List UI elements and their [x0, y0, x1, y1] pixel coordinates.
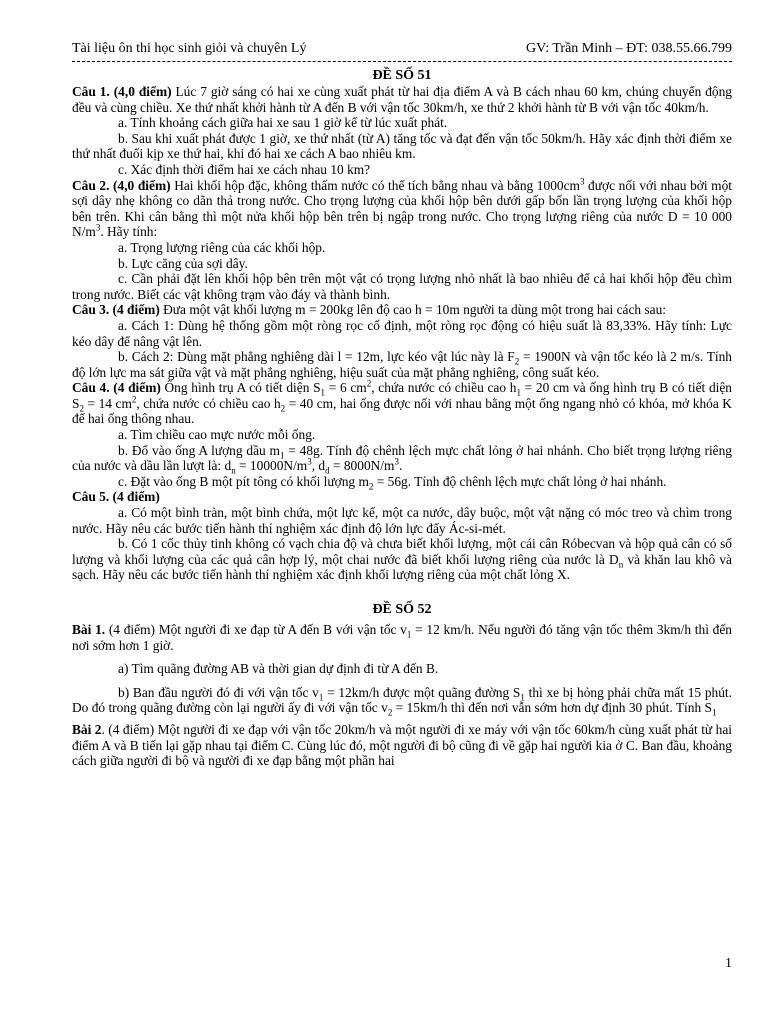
question-3a: a. Cách 1: Dùng hệ thống gồm một ròng rọc cố định, một ròng rọc động có hiệu suất là 83,33%. Hãy tính: Lực kéo dây để nâng vật lên. [72, 317, 732, 349]
exam-51-title: ĐỀ SỐ 51 [372, 68, 432, 83]
question-4c: c. Đặt vào ống B một pít tông có khối lượng $m_2 = 56g$. Tính độ chênh lệch mực chất lỏng ở hai nhánh. [118, 473, 667, 492]
page-number: 1 [725, 956, 732, 971]
problem-1b: b) Ban đầu người đó đi với vận tốc $v_1 = 12km/h$ được một quãng đường $S_1$ thì xe bị hỏng phải chữa mất 15 phút. Do đó trong quãng đường còn lại người ấy đi với vận tốc $v_2 = 15km/h$ thì đến nơi vẫn sớm hơn dự định 30 phút. Tính $S_1$ [72, 684, 732, 719]
problem-1: Bài 1. (4 điểm) Một người đi xe đạp từ A đến B với vận tốc $v_1 = 12$ km/h. Nếu người đó tăng vận tốc thêm 3km/h thì đến nơi sớm hơn 1 giờ. [72, 622, 732, 653]
problem-2: Bài 2. (4 điểm) Một người đi xe đạp với vận tốc 20km/h và một người đi xe máy với vận tốc 60km/h cùng xuất phát từ hai điểm A và B tiến lại gặp nhau tại điểm C. Cùng lúc đó, một người đi bộ cũng đi về gặp hai người kia ở C. Ban đầu, khoảng cách giữa người đi bộ và người đi xe đạp bằng một phần hai [72, 721, 732, 769]
question-4a: a. Tìm chiều cao mực nước mỗi ống. [118, 427, 316, 443]
question-5b: b. Có 1 cốc thủy tinh không có vạch chia độ và chưa biết khối lượng, một cái cân Róbecvan và hộp quả cân có số lượng và khối lượng của các quả cân hợp lý, một chai nước đã biết khối lượng riêng của nước là $D_n$ và khăn lau khô và sạch. Hãy nêu các bước tiến hành thí nghiệm xác định khối lượng riêng của một chất lỏng X. [72, 536, 732, 583]
header-left: Tài liệu ôn thi học sinh giỏi và chuyên Lý [72, 41, 307, 56]
page-header [72, 40, 732, 58]
question-5a: a. Có một bình tràn, một bình chứa, một lực kế, một ca nước, dây buộc, một vật nặng có móc treo và chìm trong nước. Hãy nêu các bước tiến hành thí nghiệm xác định độ lớn lực đẩy Ác-si-mét. [72, 505, 732, 536]
header-right: GV: Trần Minh – ĐT: 038.55.66.799 [526, 41, 732, 56]
problem-1a: a) Tìm quãng đường AB và thời gian dự định đi từ A đến B. [118, 661, 439, 677]
question-4: Câu 4. (4 điểm) Ống hình trụ A có tiết diện $S_1 = 6$ $cm^2$, chứa nước có chiều cao $h_1 = 20$ cm và ống hình trụ B có tiết diện $S_2 = 14$ $cm^2$, chứa nước có chiều cao $h_2 = 40$ cm, hai ống được nối với nhau bằng một ống ngang nhỏ có khóa, mở khóa K để hai ống thông nhau. [72, 378, 732, 427]
document-page [72, 40, 732, 769]
exam-52-title: ĐỀ SỐ 52 [372, 602, 432, 617]
question-3b: b. Cách 2: Dùng mặt phẳng nghiêng dài l = 12m, lực kéo vật lúc này là $F_2 = 1900N$ và vận tốc kéo là 2 m/s. Tính độ lớn lực ma sát giữa vật và mặt phẳng nghiêng, hiệu suất của mặt phẳng nghiêng, công suất kéo. [72, 349, 732, 380]
question-2c: c. Cần phải đặt lên khối hộp bên trên một vật có trọng lượng nhỏ nhất là bao nhiêu để cả hai khối hộp đều chìm trong nước. Biết các vật không trạm vào đáy và thành bình. [72, 271, 732, 302]
question-4b: b. Đổ vào ống A lượng dầu $m_1 = 48g$. Tính độ chênh lệch mực chất lỏng ở hai nhánh. Cho biết trọng lượng riêng của nước và dầu lần lượt là: $d_n = 10000N/m^3$, $d_d = 8000N/m^3$. [72, 442, 732, 476]
question-5: Câu 5. (4 điểm) [72, 489, 160, 505]
question-2a: a. Trọng lượng riêng của các khối hộp. [118, 239, 326, 255]
question-2b: b. Lực căng của sợi dây. [118, 255, 248, 271]
question-1c: c. Xác định thời điểm hai xe cách nhau 10 km? [118, 161, 371, 177]
question-2: Câu 2. (4,0 điểm) Hai khối hộp đặc, không thấm nước có thể tích bằng nhau và bằng $1000cm^3$ được nối với nhau bởi một sợi dây nhẹ không co dãn thả trong nước. Cho trọng lượng của khối hộp bên dưới gấp bốn lần trọng lượng của khối hộp bên trên. Khi cân bằng thì một nửa khối hộp bên trên bị ngập trong nước. Cho trọng lượng riêng của nước D = 10 000 $N/m^3$. Hãy tính: [72, 176, 733, 240]
question-3: Câu 3. (4 điểm) Đưa một vật khối lượng m = 200kg lên độ cao h = 10m người ta dùng một trong hai cách sau: [72, 302, 667, 318]
header-divider [72, 61, 732, 62]
question-1b: b. Sau khi xuất phát được 1 giờ, xe thứ nhất (từ A) tăng tốc và đạt đến vận tốc 50km/h. Hãy xác định thời điểm xe thứ nhất đuổi kịp xe thứ hai, khi đó hai xe cách A bao nhiêu km. [72, 130, 732, 162]
question-1: Câu 1. (4,0 điểm) Lúc 7 giờ sáng có hai xe cùng xuất phát từ hai địa điểm A và B cách nhau 60 km, chúng chuyển động đều và cùng chiều. Xe thứ nhất khởi hành từ A đến B với vận tốc 30km/h, xe thứ 2 khởi hành từ B với vận tốc 40km/h. [72, 84, 732, 115]
question-1a: a. Tính khoảng cách giữa hai xe sau 1 giờ kể từ lúc xuất phát. [118, 115, 448, 131]
